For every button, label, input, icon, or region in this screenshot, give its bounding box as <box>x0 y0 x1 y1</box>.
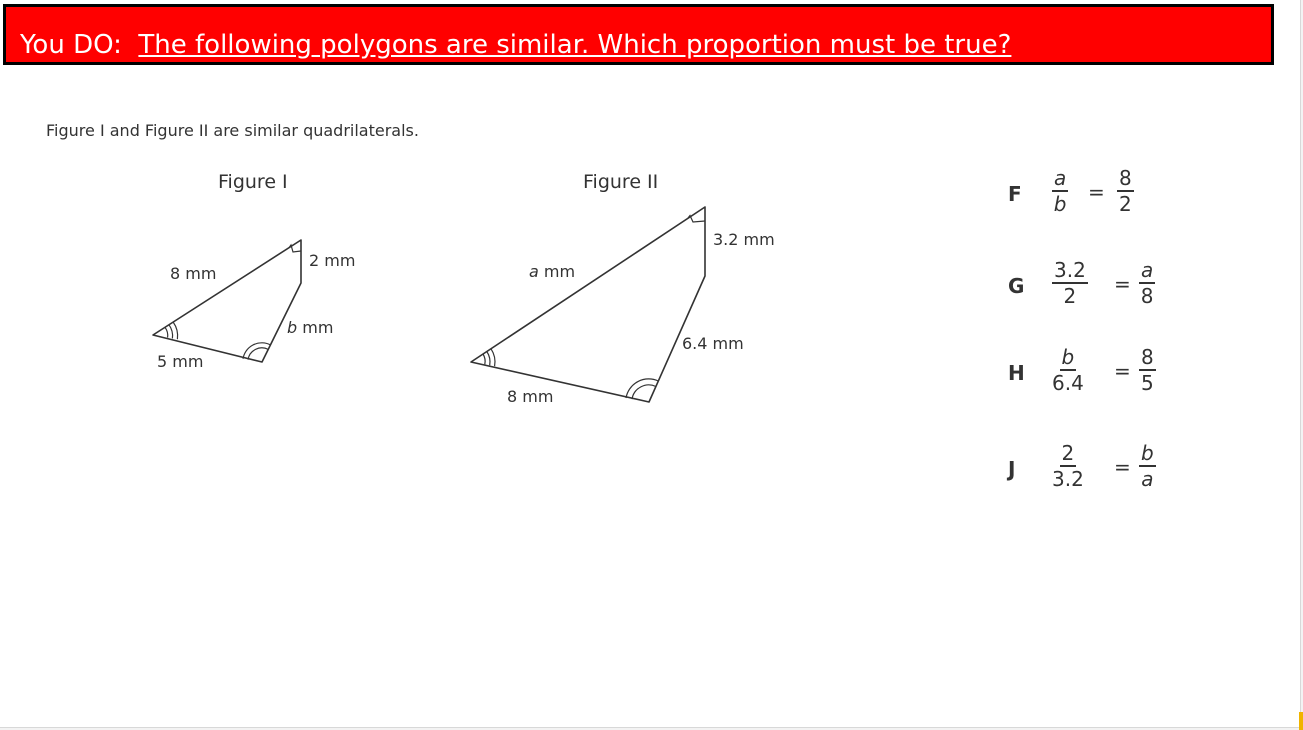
banner-prefix: You DO: <box>20 30 122 60</box>
right-fraction <box>1139 441 1156 491</box>
figure-one-bottom-angle-arc <box>243 343 270 360</box>
figure-one-top-angle-mark <box>289 245 301 252</box>
unit-label: mm <box>543 262 576 281</box>
figure-two-quadrilateral <box>471 207 705 402</box>
numerator: a <box>1054 166 1067 190</box>
numerator: a <box>1141 258 1154 282</box>
numerator: 3.2 <box>1054 258 1086 282</box>
figure-two-top-left-label <box>529 262 575 281</box>
denominator: b <box>1053 192 1067 216</box>
variable-b: b <box>287 318 298 337</box>
denominator: 2 <box>1063 284 1077 308</box>
scrollbar-thumb[interactable] <box>1299 712 1303 730</box>
right-fraction <box>1139 258 1155 308</box>
equals-sign: = <box>1114 359 1131 383</box>
denominator: a <box>1141 467 1154 491</box>
figure-one-bottom-label: 5 mm <box>157 352 204 371</box>
choice-letter: J <box>1008 457 1016 481</box>
figure-two-bottom-angle-arc <box>626 379 658 399</box>
choice-letter: H <box>1008 361 1025 385</box>
denominator: 8 <box>1140 284 1154 308</box>
equals-sign: = <box>1114 455 1131 479</box>
figure-two-top-angle-mark <box>688 216 705 223</box>
figure-one-title: Figure I <box>218 171 288 193</box>
left-fraction <box>1052 441 1084 491</box>
choice-letter: G <box>1008 274 1025 298</box>
equals-sign: = <box>1088 180 1105 204</box>
figure-two-left-angle-arc <box>483 349 495 366</box>
equals-sign: = <box>1114 272 1131 296</box>
figure-two-top-right-label: 3.2 mm <box>713 230 775 249</box>
denominator: 5 <box>1141 371 1154 395</box>
numerator: 8 <box>1141 345 1154 369</box>
right-fraction <box>1139 345 1156 395</box>
answer-choice-j[interactable] <box>1008 441 1168 497</box>
banner-question: The following polygons are similar. Which proportion must be true? <box>138 30 1012 60</box>
figure-one-quadrilateral <box>153 240 301 362</box>
figure-two-title: Figure II <box>583 171 659 193</box>
denominator: 2 <box>1119 192 1132 216</box>
figure-one-left-angle-arc <box>165 322 178 339</box>
choice-letter: F <box>1008 182 1022 206</box>
left-fraction <box>1052 166 1068 216</box>
denominator: 3.2 <box>1052 467 1084 491</box>
variable-a: a <box>529 262 539 281</box>
problem-statement: Figure I and Figure II are similar quadrilaterals. <box>46 121 419 140</box>
figure-one-right-label <box>287 318 333 337</box>
figure-two-bottom-label: 8 mm <box>507 387 554 406</box>
figures-diagram <box>0 0 1000 430</box>
answer-choice-f[interactable] <box>1008 166 1168 222</box>
numerator: b <box>1061 345 1075 369</box>
denominator: 6.4 <box>1052 371 1084 395</box>
figure-one-top-left-label: 8 mm <box>170 264 217 283</box>
left-fraction <box>1052 258 1088 308</box>
answer-choice-g[interactable] <box>1008 258 1168 314</box>
left-fraction <box>1052 345 1084 395</box>
right-fraction <box>1117 166 1134 216</box>
numerator: 8 <box>1119 166 1132 190</box>
figure-two-right-label: 6.4 mm <box>682 334 744 353</box>
numerator: 2 <box>1061 441 1075 465</box>
figure-one-top-right-label: 2 mm <box>309 251 356 270</box>
numerator: b <box>1141 441 1154 465</box>
unit-label: mm <box>302 318 334 337</box>
answer-choice-h[interactable] <box>1008 345 1168 401</box>
